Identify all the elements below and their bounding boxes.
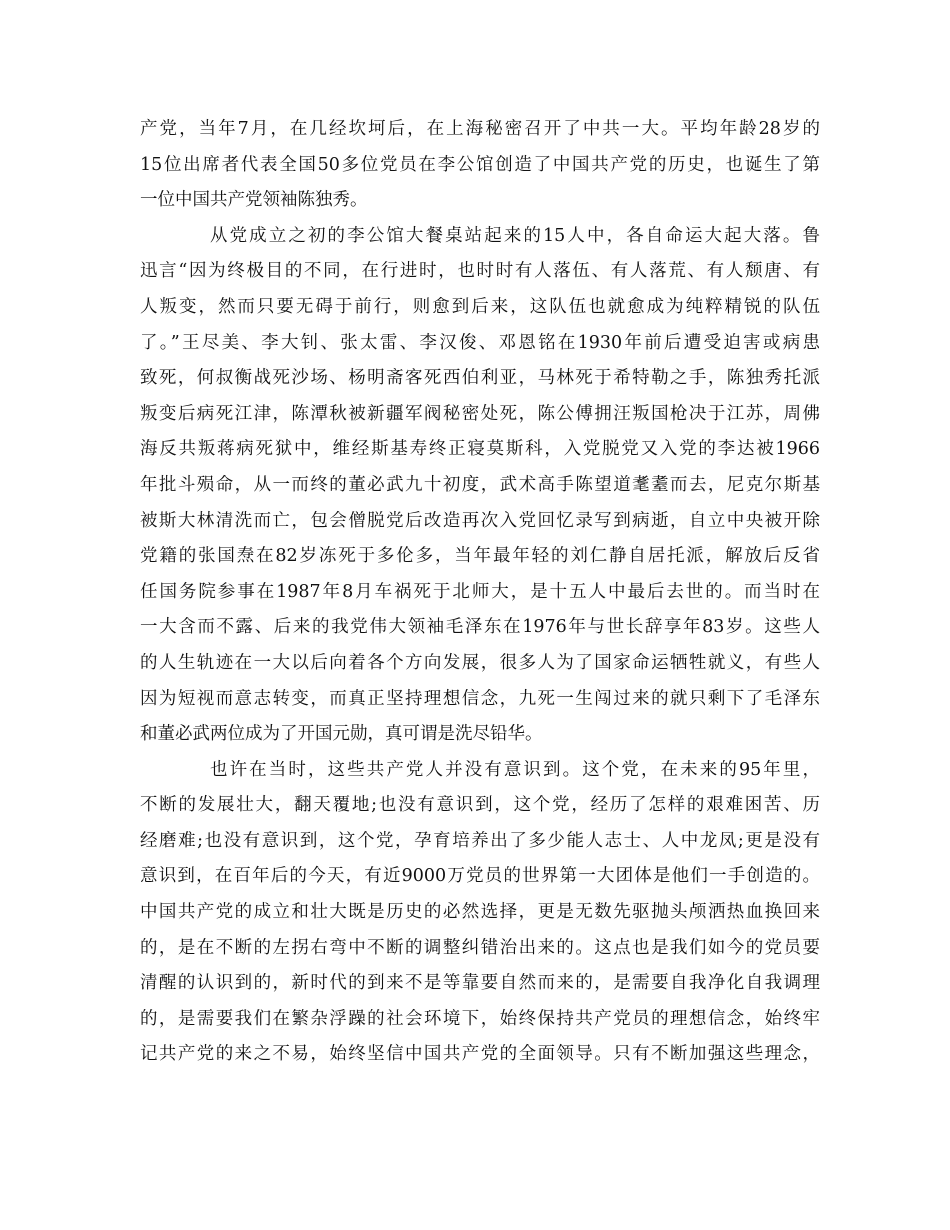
text-line: 海反共叛蒋病死狱中，维经斯基寿终正寝莫斯科，入党脱党又入党的李达被1966	[140, 439, 820, 460]
text-line: 15位出席者代表全国50多位党员在李公馆创造了中国共产党的历史，也诞生了第	[140, 154, 820, 175]
text-line: 年批斗殒命，从一而终的董必武九十初度，武术高手陈望道耄耋而去，尼克尔斯基	[140, 474, 820, 495]
text-line: 因为短视而意志转变，而真正坚持理想信念，九死一生闯过来的就只剩下了毛泽东	[140, 688, 820, 709]
text-line: 任国务院参事在1987年8月车祸死于北师大，是十五人中最后去世的。而当时在	[140, 581, 820, 602]
body-text	[140, 112, 820, 1073]
text-line: 党籍的张国焘在82岁冻死于多伦多，当年最年轻的刘仁静自居托派，解放后反省	[140, 546, 820, 567]
text-line: 的人生轨迹在一大以后向着各个方向发展，很多人为了国家命运牺牲就义，有些人	[140, 652, 820, 673]
text-line: 经磨难;也没有意识到，这个党，孕育培养出了多少能人志士、人中龙凤;更是没有	[140, 830, 820, 851]
text-line: 叛变后病死江津，陈潭秋被新疆军阀秘密处死，陈公傅拥汪叛国枪决于江苏，周佛	[140, 403, 820, 424]
text-line: 的，是在不断的左拐右弯中不断的调整纠错治出来的。这点也是我们如今的党员要	[140, 937, 820, 958]
text-line: 记共产党的来之不易，始终坚信中国共产党的全面领导。只有不断加强这些理念，	[140, 1044, 820, 1065]
text-line: 迅言“因为终极目的不同，在行进时，也时时有人落伍、有人落荒、有人颓唐、有	[140, 261, 820, 282]
text-line: 不断的发展壮大，翻天覆地;也没有意识到，这个党，经历了怎样的艰难困苦、历	[140, 795, 820, 816]
text-line: 了。”王尽美、李大钊、张太雷、李汉俊、邓恩铭在1930年前后遭受迫害或病患	[140, 332, 820, 353]
text-line: 致死，何叔衡战死沙场、杨明斋客死西伯利亚，马林死于希特勒之手，陈独秀托派	[140, 368, 820, 389]
text-line: 的，是需要我们在繁杂浮躁的社会环境下，始终保持共产党员的理想信念，始终牢	[140, 1008, 820, 1029]
text-line: 一位中国共产党领袖陈独秀。	[140, 190, 368, 211]
text-line: 清醒的认识到的，新时代的到来不是等靠要自然而来的，是需要自我净化自我调理	[140, 973, 820, 994]
paragraph-first-line: 也许在当时，这些共产党人并没有意识到。这个党，在未来的95年里，	[210, 759, 820, 780]
paragraph-first-line: 从党成立之初的李公馆大餐桌站起来的15人中，各自命运大起大落。鲁	[210, 225, 820, 246]
text-line: 人叛变，然而只要无碍于前行，则愈到后来，这队伍也就愈成为纯粹精锐的队伍	[140, 296, 820, 317]
text-line: 一大含而不露、后来的我党伟大领袖毛泽东在1976年与世长辞享年83岁。这些人	[140, 617, 820, 638]
text-line: 和董必武两位成为了开国元勋，真可谓是洗尽铅华。	[140, 724, 543, 745]
text-line: 被斯大林清洗而亡，包会僧脱党后改造再次入党回忆录写到病逝，自立中央被开除	[140, 510, 820, 531]
text-line: 产党，当年7月，在几经坎坷后，在上海秘密召开了中共一大。平均年龄28岁的	[140, 119, 820, 139]
text-line: 意识到，在百年后的今天，有近9000万党员的世界第一大团体是他们一手创造的。	[140, 866, 820, 887]
text-line: 中国共产党的成立和壮大既是历史的必然选择，更是无数先驱抛头颅洒热血换回来	[140, 902, 820, 923]
